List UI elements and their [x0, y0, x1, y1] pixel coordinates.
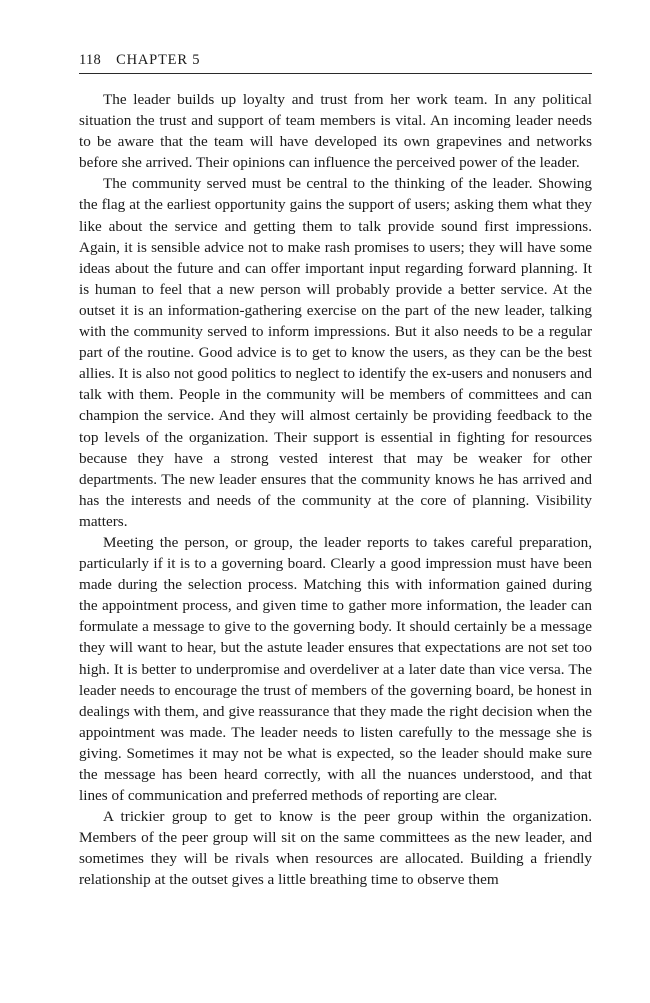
running-head — [79, 52, 592, 74]
body-text — [79, 89, 592, 891]
paragraph-peer-group: A trickier group to get to know is the peer group within the organization. Members of the peer group will sit on the same committees as the new leader, and sometimes they will be rivals when resources are allocated. Building a friendly relationship at the outset gives a little breathing time to observe them — [79, 808, 592, 889]
book-page — [79, 52, 592, 891]
page-number: 118 — [79, 52, 102, 68]
paragraph-governing-board: Meeting the person, or group, the leader reports to takes careful preparation, particularly if it is to a governing board. Clearly a good impression must have been made during the selection process. Matching this with information gained during the appointment process, and given time to gather more information, the leader can formulate a message to give to the governing body. It should certainly be a message they will want to hear, but the astute leader ensures that expectations are not set too high. It is better to underpromise and overdeliver at a later date than vice versa. The leader needs to encourage the trust of members of the governing board, be honest in dealings with them, and give reassurance that they made the right decision when the appointment was made. The leader needs to listen carefully to the message she is giving. Sometimes it may not be what is expected, so the leader should make sure the message has been heard correctly, with all the nuances understood, and that lines of communication and preferred methods of reporting are clear. — [79, 533, 592, 805]
paragraph-community-served: The community served must be central to the thinking of the leader. Showing the flag at the earliest opportunity gains the support of users; asking them what they like about the service and getting them to talk provide sound first impressions. Again, it is sensible advice not to make rash promises to users; they will have some ideas about the future and can offer important input regarding forward planning. It is human to feel that a new person will probably provide a better service. At the outset it is an information-gathering exercise on the part of the new leader, talking with the community served to inform impressions. But it also needs to be a regular part of the routine. Good advice is to get to know the users, as they can be the best allies. It is also not good politics to neglect to identify the ex-users and nonusers and talk with them. People in the community will be members of committees and can champion the service. And they will almost certainly be providing feedback to the top levels of the organization. Their support is essential in fighting for resources because they have a strong vested interest that may be weaker for other departments. The new leader ensures that the community knows he has arrived and has the interests and needs of the community at the core of planning. Visibility matters. — [79, 175, 592, 530]
paragraph-team-loyalty: The leader builds up loyalty and trust from her work team. In any political situation the trust and support of team members is vital. An incoming leader needs to be aware that the team will have developed its own grapevines and networks before she arrived. Their opinions can influence the perceived power of the leader. — [79, 91, 592, 172]
chapter-label: CHAPTER 5 — [116, 52, 201, 68]
